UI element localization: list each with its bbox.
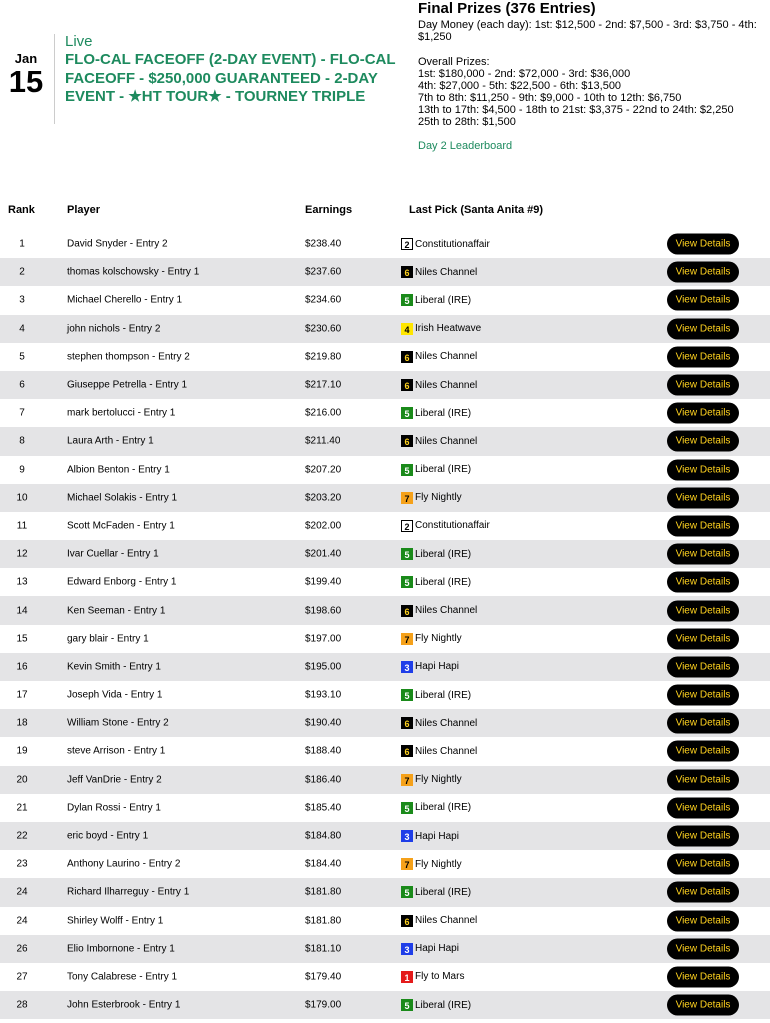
prizes-title: Final Prizes (376 Entries)	[418, 0, 596, 17]
view-details-button[interactable]: View Details	[667, 234, 739, 255]
last-pick-cell	[401, 689, 471, 701]
player-cell: thomas kolschowsky - Entry 1	[67, 266, 200, 278]
horse-name: Niles Channel	[415, 379, 478, 391]
earnings-cell: $188.40	[305, 745, 342, 757]
day-2-leaderboard-link[interactable]: Day 2 Leaderboard	[418, 140, 513, 152]
player-cell: Ken Seeman - Entry 1	[67, 605, 166, 617]
overall-prizes-list	[418, 68, 763, 128]
rank-cell: 13	[16, 576, 28, 588]
horse-name: Constitutionaffair	[415, 520, 490, 532]
player-cell: Joseph Vida - Entry 1	[67, 689, 163, 701]
view-details-button[interactable]: View Details	[667, 515, 739, 536]
view-details-button[interactable]: View Details	[667, 685, 739, 706]
earnings-cell: $217.10	[305, 379, 342, 391]
last-pick-cell	[401, 886, 471, 898]
rank-cell: 7	[19, 407, 25, 419]
table-row	[0, 286, 770, 314]
rank-cell: 3	[19, 294, 25, 306]
horse-name: Irish Heatwave	[415, 323, 482, 335]
overall-prize-line: 13th to 17th: $4,500 - 18th to 21st: $3,375 - 22nd to 24th: $2,250	[418, 104, 734, 116]
earnings-cell: $198.60	[305, 605, 342, 617]
saddle-cloth-badge: 6	[401, 351, 413, 363]
view-details-button[interactable]: View Details	[667, 403, 739, 424]
last-pick-cell	[401, 858, 462, 870]
horse-name: Liberal (IRE)	[415, 802, 472, 814]
last-pick-cell	[401, 745, 477, 757]
event-header	[0, 0, 770, 170]
horse-name: Niles Channel	[415, 266, 478, 278]
saddle-cloth-badge: 1	[401, 971, 413, 983]
header-last-pick: Last Pick (Santa Anita #9)	[409, 204, 544, 216]
rank-cell: 10	[16, 492, 28, 504]
rank-cell: 12	[16, 548, 28, 560]
table-row	[0, 766, 770, 794]
saddle-cloth-badge: 7	[401, 774, 413, 786]
rank-cell: 11	[16, 520, 28, 532]
last-pick-cell	[401, 492, 462, 504]
table-row	[0, 456, 770, 484]
saddle-cloth-badge: 5	[401, 407, 413, 419]
table-row	[0, 399, 770, 427]
rank-cell: 20	[16, 774, 28, 786]
last-pick-cell	[401, 548, 471, 560]
view-details-button[interactable]: View Details	[667, 938, 739, 959]
last-pick-cell	[401, 717, 477, 729]
table-row	[0, 484, 770, 512]
rank-cell: 18	[16, 717, 28, 729]
player-cell: Michael Solakis - Entry 1	[67, 492, 178, 504]
view-details-button[interactable]: View Details	[667, 544, 739, 565]
player-cell: William Stone - Entry 2	[67, 717, 169, 729]
overall-prize-line: 4th: $27,000 - 5th: $22,500 - 6th: $13,500	[418, 80, 622, 92]
rank-cell: 19	[16, 745, 28, 757]
saddle-cloth-badge: 5	[401, 294, 413, 306]
horse-name: Fly Nightly	[415, 492, 462, 504]
horse-name: Niles Channel	[415, 717, 478, 729]
rank-cell: 21	[16, 802, 28, 814]
rank-cell: 9	[19, 464, 25, 476]
last-pick-cell	[401, 351, 477, 363]
horse-name: Hapi Hapi	[415, 830, 459, 842]
player-cell: Edward Enborg - Entry 1	[67, 576, 177, 588]
saddle-cloth-badge: 7	[401, 858, 413, 870]
table-row	[0, 596, 770, 624]
view-details-button[interactable]: View Details	[667, 431, 739, 452]
view-details-button[interactable]: View Details	[667, 797, 739, 818]
table-row	[0, 230, 770, 258]
last-pick-cell	[401, 238, 490, 250]
header-rank: Rank	[8, 204, 35, 216]
saddle-cloth-badge: 5	[401, 464, 413, 476]
last-pick-cell	[401, 576, 471, 588]
horse-name: Niles Channel	[415, 915, 478, 927]
rank-cell: 22	[16, 830, 28, 842]
saddle-cloth-badge: 2	[401, 520, 413, 532]
table-row	[0, 991, 770, 1019]
earnings-cell: $193.10	[305, 689, 342, 701]
player-cell: Richard Ilharreguy - Entry 1	[67, 886, 190, 898]
table-row	[0, 315, 770, 343]
leaderboard-table	[0, 230, 770, 1019]
event-title: FLO-CAL FACEOFF (2-DAY EVENT) - FLO-CAL FACEOFF - $250,000 GUARANTEED - 2-DAY EVENT - ★HT TOUR★ - TOURNEY TRIPLE	[65, 51, 396, 105]
view-details-button[interactable]: View Details	[667, 713, 739, 734]
last-pick-cell	[401, 774, 462, 786]
last-pick-cell	[401, 971, 464, 983]
last-pick-cell	[401, 802, 471, 814]
player-cell: John Esterbrook - Entry 1	[67, 999, 181, 1011]
rank-cell: 17	[16, 689, 28, 701]
player-cell: Dylan Rossi - Entry 1	[67, 802, 161, 814]
horse-name: Niles Channel	[415, 351, 478, 363]
date-month: Jan	[14, 51, 38, 66]
view-details-button[interactable]: View Details	[667, 572, 739, 593]
rank-cell: 28	[16, 999, 28, 1011]
last-pick-cell	[401, 407, 471, 419]
view-details-button[interactable]: View Details	[667, 262, 739, 283]
view-details-button[interactable]: View Details	[667, 628, 739, 649]
saddle-cloth-badge: 6	[401, 717, 413, 729]
table-row	[0, 625, 770, 653]
player-cell: Shirley Wolff - Entry 1	[67, 915, 164, 927]
last-pick-cell	[401, 323, 481, 335]
rank-cell: 14	[16, 605, 28, 617]
table-row	[0, 540, 770, 568]
view-details-button[interactable]: View Details	[667, 826, 739, 847]
earnings-cell: $179.40	[305, 971, 342, 983]
earnings-cell: $181.10	[305, 943, 342, 955]
horse-name: Fly Nightly	[415, 858, 462, 870]
rank-cell: 6	[19, 379, 25, 391]
overall-prize-line: 7th to 8th: $11,250 - 9th: $9,000 - 10th to 12th: $6,750	[418, 92, 682, 104]
overall-prize-line: 1st: $180,000 - 2nd: $72,000 - 3rd: $36,000	[418, 68, 631, 80]
last-pick-cell	[401, 915, 477, 927]
table-row	[0, 737, 770, 765]
player-cell: stephen thompson - Entry 2	[67, 351, 190, 363]
table-row	[0, 963, 770, 991]
horse-name: Liberal (IRE)	[415, 689, 472, 701]
earnings-cell: $186.40	[305, 774, 342, 786]
rank-cell: 1	[19, 238, 25, 250]
last-pick-cell	[401, 266, 477, 278]
player-cell: gary blair - Entry 1	[67, 633, 149, 645]
player-cell: Albion Benton - Entry 1	[67, 464, 170, 476]
saddle-cloth-badge: 7	[401, 492, 413, 504]
player-cell: David Snyder - Entry 2	[67, 238, 168, 250]
view-details-button[interactable]: View Details	[667, 600, 739, 621]
horse-name: Hapi Hapi	[415, 943, 459, 955]
player-cell: Jeff VanDrie - Entry 2	[67, 774, 162, 786]
earnings-cell: $230.60	[305, 323, 342, 335]
table-row	[0, 935, 770, 963]
prizes-panel	[418, 0, 763, 154]
table-header	[0, 204, 770, 220]
earnings-cell: $181.80	[305, 886, 342, 898]
table-row	[0, 681, 770, 709]
header-player: Player	[67, 204, 101, 216]
earnings-cell: $199.40	[305, 576, 342, 588]
day-money-text: Day Money (each day): 1st: $12,500 - 2nd: $7,500 - 3rd: $3,750 - 4th: $1,250	[418, 19, 757, 43]
table-row	[0, 850, 770, 878]
earnings-cell: $184.80	[305, 830, 342, 842]
view-details-button[interactable]: View Details	[667, 910, 739, 931]
earnings-cell: $190.40	[305, 717, 342, 729]
view-details-button[interactable]: View Details	[667, 375, 739, 396]
table-row	[0, 907, 770, 935]
player-cell: Laura Arth - Entry 1	[67, 435, 154, 447]
earnings-cell: $195.00	[305, 661, 342, 673]
header-earnings: Earnings	[305, 204, 353, 216]
horse-name: Liberal (IRE)	[415, 886, 472, 898]
saddle-cloth-badge: 6	[401, 915, 413, 927]
saddle-cloth-badge: 3	[401, 830, 413, 842]
player-cell: eric boyd - Entry 1	[67, 830, 149, 842]
earnings-cell: $185.40	[305, 802, 342, 814]
earnings-cell: $219.80	[305, 351, 342, 363]
player-cell: steve Arrison - Entry 1	[67, 745, 166, 757]
last-pick-cell	[401, 661, 459, 673]
earnings-cell: $238.40	[305, 238, 342, 250]
horse-name: Fly Nightly	[415, 774, 462, 786]
horse-name: Constitutionaffair	[415, 238, 490, 250]
saddle-cloth-badge: 2	[401, 238, 413, 250]
rank-cell: 2	[19, 266, 25, 278]
last-pick-cell	[401, 830, 459, 842]
player-cell: Scott McFaden - Entry 1	[67, 520, 175, 532]
table-row	[0, 878, 770, 906]
saddle-cloth-badge: 6	[401, 379, 413, 391]
rank-cell: 27	[16, 971, 28, 983]
table-row	[0, 568, 770, 596]
earnings-cell: $237.60	[305, 266, 342, 278]
view-details-button[interactable]: View Details	[667, 459, 739, 480]
earnings-cell: $201.40	[305, 548, 342, 560]
view-details-button[interactable]: View Details	[667, 769, 739, 790]
saddle-cloth-badge: 5	[401, 548, 413, 560]
earnings-cell: $181.80	[305, 915, 342, 927]
saddle-cloth-badge: 7	[401, 633, 413, 645]
player-cell: mark bertolucci - Entry 1	[67, 407, 176, 419]
table-row	[0, 709, 770, 737]
event-date	[0, 52, 52, 98]
table-row	[0, 343, 770, 371]
header-divider	[54, 34, 55, 124]
player-cell: Elio Imbornone - Entry 1	[67, 943, 175, 955]
horse-name: Liberal (IRE)	[415, 407, 472, 419]
horse-name: Liberal (IRE)	[415, 464, 472, 476]
earnings-cell: $197.00	[305, 633, 342, 645]
rank-cell: 26	[16, 943, 28, 955]
earnings-cell: $207.20	[305, 464, 342, 476]
event-status: Live	[65, 33, 93, 50]
event-info	[65, 33, 405, 107]
last-pick-cell	[401, 379, 477, 391]
table-row	[0, 794, 770, 822]
last-pick-cell	[401, 435, 477, 447]
saddle-cloth-badge: 6	[401, 266, 413, 278]
last-pick-cell	[401, 943, 459, 955]
view-details-button[interactable]: View Details	[667, 487, 739, 508]
rank-cell: 24	[16, 886, 28, 898]
horse-name: Liberal (IRE)	[415, 999, 472, 1011]
last-pick-cell	[401, 633, 462, 645]
horse-name: Liberal (IRE)	[415, 576, 472, 588]
table-row	[0, 258, 770, 286]
saddle-cloth-badge: 6	[401, 435, 413, 447]
table-row	[0, 653, 770, 681]
earnings-cell: $184.40	[305, 858, 342, 870]
rank-cell: 16	[16, 661, 28, 673]
table-row	[0, 427, 770, 455]
last-pick-cell	[401, 605, 477, 617]
horse-name: Hapi Hapi	[415, 661, 459, 673]
last-pick-cell	[401, 294, 471, 306]
player-cell: john nichols - Entry 2	[67, 323, 161, 335]
horse-name: Liberal (IRE)	[415, 294, 472, 306]
view-details-button[interactable]: View Details	[667, 995, 739, 1016]
table-row	[0, 512, 770, 540]
view-details-button[interactable]: View Details	[667, 290, 739, 311]
horse-name: Niles Channel	[415, 745, 478, 757]
earnings-cell: $203.20	[305, 492, 342, 504]
rank-cell: 8	[19, 435, 25, 447]
view-details-button[interactable]: View Details	[667, 346, 739, 367]
view-details-button[interactable]: View Details	[667, 966, 739, 987]
earnings-cell: $202.00	[305, 520, 342, 532]
saddle-cloth-badge: 5	[401, 886, 413, 898]
player-cell: Kevin Smith - Entry 1	[67, 661, 161, 673]
saddle-cloth-badge: 5	[401, 999, 413, 1011]
saddle-cloth-badge: 6	[401, 605, 413, 617]
last-pick-cell	[401, 464, 471, 476]
horse-name: Liberal (IRE)	[415, 548, 472, 560]
saddle-cloth-badge: 4	[401, 323, 413, 335]
saddle-cloth-badge: 3	[401, 661, 413, 673]
player-cell: Giuseppe Petrella - Entry 1	[67, 379, 188, 391]
horse-name: Niles Channel	[415, 605, 478, 617]
overall-prizes-label: Overall Prizes:	[418, 56, 490, 68]
rank-cell: 15	[16, 633, 28, 645]
saddle-cloth-badge: 5	[401, 802, 413, 814]
view-details-button[interactable]: View Details	[667, 741, 739, 762]
saddle-cloth-badge: 6	[401, 745, 413, 757]
player-cell: Tony Calabrese - Entry 1	[67, 971, 178, 983]
table-row	[0, 371, 770, 399]
earnings-cell: $179.00	[305, 999, 342, 1011]
view-details-button[interactable]: View Details	[667, 318, 739, 339]
player-cell: Anthony Laurino - Entry 2	[67, 858, 181, 870]
earnings-cell: $211.40	[305, 435, 341, 447]
saddle-cloth-badge: 3	[401, 943, 413, 955]
overall-prize-line: 25th to 28th: $1,500	[418, 116, 516, 128]
earnings-cell: $234.60	[305, 294, 342, 306]
rank-cell: 5	[19, 351, 25, 363]
last-pick-cell	[401, 520, 490, 532]
earnings-cell: $216.00	[305, 407, 342, 419]
rank-cell: 24	[16, 915, 28, 927]
horse-name: Fly to Mars	[415, 971, 465, 983]
saddle-cloth-badge: 5	[401, 576, 413, 588]
rank-cell: 23	[16, 858, 28, 870]
player-cell: Michael Cherello - Entry 1	[67, 294, 183, 306]
table-row	[0, 822, 770, 850]
view-details-button[interactable]: View Details	[667, 854, 739, 875]
rank-cell: 4	[19, 323, 25, 335]
player-cell: Ivar Cuellar - Entry 1	[67, 548, 159, 560]
horse-name: Fly Nightly	[415, 633, 462, 645]
view-details-button[interactable]: View Details	[667, 656, 739, 677]
view-details-button[interactable]: View Details	[667, 882, 739, 903]
horse-name: Niles Channel	[415, 435, 478, 447]
date-day: 15	[8, 64, 44, 99]
last-pick-cell	[401, 999, 471, 1011]
saddle-cloth-badge: 5	[401, 689, 413, 701]
